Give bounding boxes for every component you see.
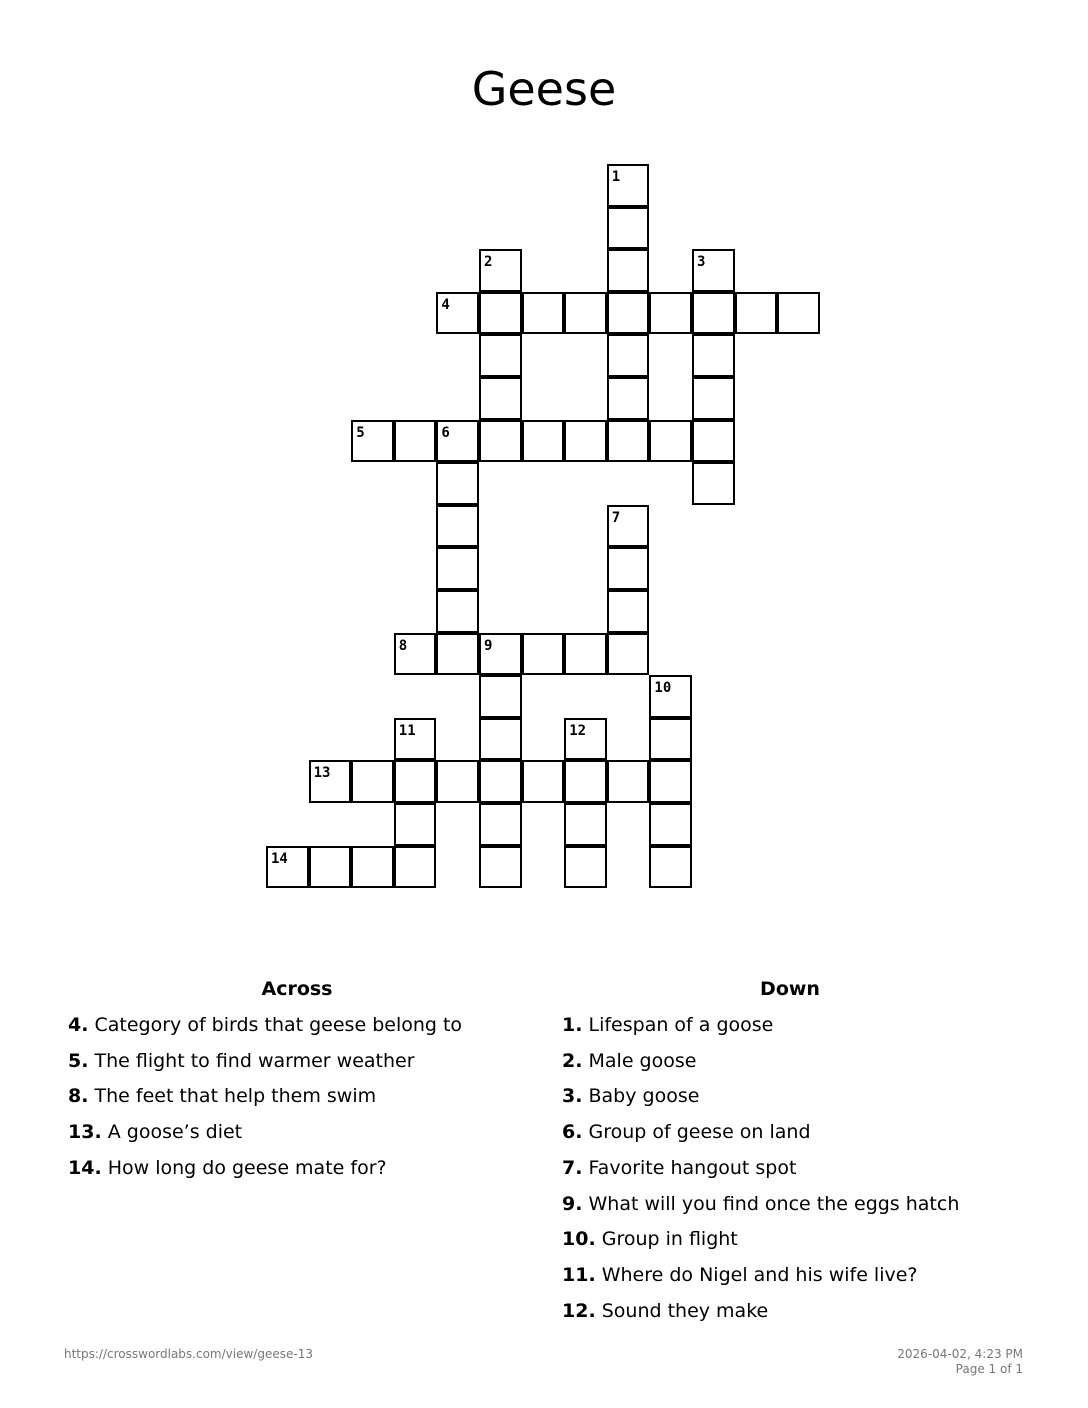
clue-number: 6.: [562, 1121, 583, 1144]
grid-cell[interactable]: [436, 547, 479, 590]
clue-number: 7: [611, 509, 621, 526]
grid-cell[interactable]: [351, 760, 394, 803]
grid-cell[interactable]: [607, 377, 650, 420]
clue-number: 8: [398, 637, 408, 654]
grid-cell[interactable]: [436, 292, 479, 335]
clue-number: 1: [611, 169, 621, 185]
grid-cell[interactable]: [479, 846, 522, 889]
across-clue: [68, 1151, 534, 1187]
grid-cell[interactable]: [607, 249, 650, 292]
grid-cell[interactable]: [522, 760, 565, 803]
down-clue: [562, 1115, 1025, 1151]
grid-cell[interactable]: [436, 760, 479, 803]
clue-number: 3.: [562, 1085, 583, 1108]
grid-cell[interactable]: [394, 803, 437, 846]
clue-text: Baby goose: [588, 1085, 700, 1108]
grid-cell[interactable]: [692, 334, 735, 377]
grid-cell[interactable]: [649, 760, 692, 803]
grid-cell[interactable]: [564, 760, 607, 803]
grid-cell[interactable]: [522, 292, 565, 335]
across-clue: [68, 1008, 534, 1044]
grid-cell[interactable]: [607, 420, 650, 463]
grid-cell[interactable]: [479, 334, 522, 377]
grid-cell[interactable]: [479, 633, 522, 676]
down-clue: [562, 1151, 1025, 1187]
grid-cell[interactable]: [564, 718, 607, 761]
clue-number: 9: [484, 637, 493, 654]
grid-cell[interactable]: [479, 760, 522, 803]
down-heading: Down: [760, 978, 820, 1000]
clue-text: What will you find once the eggs hatch: [588, 1192, 960, 1215]
grid-cell[interactable]: [479, 803, 522, 846]
clue-text: Where do Nigel and his wife live?: [601, 1263, 918, 1286]
clue-text: The flight to find warmer weather: [94, 1049, 415, 1072]
clue-number: 1.: [562, 1014, 583, 1036]
grid-cell[interactable]: [436, 420, 479, 463]
clue-number: 12: [569, 722, 587, 739]
across-clue: [68, 1044, 534, 1080]
grid-cell[interactable]: [692, 462, 735, 505]
down-clue: [562, 1187, 1025, 1223]
grid-cell[interactable]: [649, 675, 692, 718]
grid-cell[interactable]: [479, 675, 522, 718]
grid-cell[interactable]: [607, 590, 650, 633]
grid-cell[interactable]: [309, 846, 352, 889]
grid-cell[interactable]: [607, 292, 650, 335]
grid-cell[interactable]: [394, 846, 437, 889]
grid-cell[interactable]: [777, 292, 820, 335]
clue-number: 11.: [562, 1263, 596, 1286]
page-title: Geese: [471, 62, 617, 116]
grid-cell[interactable]: [479, 292, 522, 335]
grid-cell[interactable]: [351, 846, 394, 889]
grid-cell[interactable]: [692, 377, 735, 420]
grid-cell[interactable]: [564, 803, 607, 846]
grid-cell[interactable]: [436, 462, 479, 505]
clue-number: 13: [313, 765, 331, 782]
clue-number: 5: [356, 424, 365, 441]
grid-cell[interactable]: [479, 377, 522, 420]
grid-cell[interactable]: [479, 420, 522, 463]
grid-cell[interactable]: [479, 718, 522, 761]
clue-text: Male goose: [588, 1049, 697, 1072]
grid-cell[interactable]: [394, 718, 437, 761]
grid-cell[interactable]: [607, 633, 650, 676]
grid-cell[interactable]: [394, 760, 437, 803]
clue-text: Lifespan of a goose: [588, 1014, 774, 1036]
down-clue: [562, 1008, 1025, 1044]
clue-number: 4.: [68, 1014, 89, 1036]
clue-number: 2.: [562, 1049, 583, 1072]
clue-number: 3: [697, 254, 706, 271]
grid-cell[interactable]: [564, 846, 607, 889]
grid-cell[interactable]: [522, 420, 565, 463]
grid-cell[interactable]: [649, 292, 692, 335]
clue-text: Group in flight: [601, 1228, 738, 1251]
clue-number: 2: [484, 254, 493, 271]
grid-cell[interactable]: [649, 420, 692, 463]
grid-cell[interactable]: [394, 633, 437, 676]
grid-cell[interactable]: [649, 803, 692, 846]
down-clue: [562, 1258, 1025, 1294]
grid-cell[interactable]: [649, 846, 692, 889]
clue-number: 10: [654, 680, 672, 697]
across-clue: [68, 1079, 534, 1115]
down-clue: [562, 1044, 1025, 1080]
grid-cell[interactable]: [692, 249, 735, 292]
clue-number: 12.: [562, 1299, 596, 1322]
footer-datetime: 2026-04-02, 4:23 PM: [897, 1347, 1023, 1361]
clue-number: 9.: [562, 1192, 583, 1215]
clue-text: The feet that help them swim: [94, 1085, 377, 1108]
across-clue: [68, 1115, 534, 1151]
grid-cell[interactable]: [309, 760, 352, 803]
grid-cell[interactable]: [436, 633, 479, 676]
grid-cell[interactable]: [607, 334, 650, 377]
footer-page: Page 1 of 1: [955, 1362, 1023, 1376]
clue-text: Category of birds that geese belong to: [94, 1014, 463, 1036]
clue-number: 6: [441, 424, 450, 441]
clue-text: A goose’s diet: [107, 1121, 243, 1144]
footer-url[interactable]: https://crosswordlabs.com/view/geese-13: [64, 1347, 313, 1361]
clue-number: 10.: [562, 1228, 596, 1251]
clue-number: 11: [398, 722, 416, 739]
grid-cell[interactable]: [649, 718, 692, 761]
grid-cell[interactable]: [436, 505, 479, 548]
clue-text: Group of geese on land: [588, 1121, 811, 1144]
grid-cell[interactable]: [735, 292, 778, 335]
grid-cell[interactable]: [266, 846, 309, 889]
grid-cell[interactable]: [564, 633, 607, 676]
grid-cell[interactable]: [692, 292, 735, 335]
grid-cell[interactable]: [692, 420, 735, 463]
grid-cell[interactable]: [479, 249, 522, 292]
clue-number: 14.: [68, 1156, 102, 1179]
grid-cell[interactable]: [394, 420, 437, 463]
grid-cell[interactable]: [607, 207, 650, 250]
clue-number: 8.: [68, 1085, 89, 1108]
clue-number: 13.: [68, 1121, 102, 1144]
clue-number: 7.: [562, 1156, 583, 1179]
clue-number: 14: [271, 850, 288, 867]
clue-number: 5.: [68, 1049, 89, 1072]
grid-cell[interactable]: [607, 505, 650, 548]
down-clue: [562, 1294, 1025, 1330]
grid-cell[interactable]: [607, 547, 650, 590]
grid-cell[interactable]: [351, 420, 394, 463]
clue-number: 4: [441, 296, 450, 313]
across-heading: Across: [261, 978, 333, 1000]
across-clues: [60, 978, 534, 1187]
grid-cell[interactable]: [564, 292, 607, 335]
down-clue: [562, 1222, 1025, 1258]
clue-text: Sound they make: [601, 1299, 769, 1322]
clue-text: Favorite hangout spot: [588, 1156, 797, 1179]
grid-cell[interactable]: [564, 420, 607, 463]
clue-text: How long do geese mate for?: [107, 1156, 387, 1179]
down-clues: [555, 978, 1025, 1329]
down-clue: [562, 1079, 1025, 1115]
grid-cell[interactable]: [436, 590, 479, 633]
grid-cell[interactable]: [522, 633, 565, 676]
grid-cell[interactable]: [607, 760, 650, 803]
grid-cell[interactable]: [607, 164, 650, 207]
